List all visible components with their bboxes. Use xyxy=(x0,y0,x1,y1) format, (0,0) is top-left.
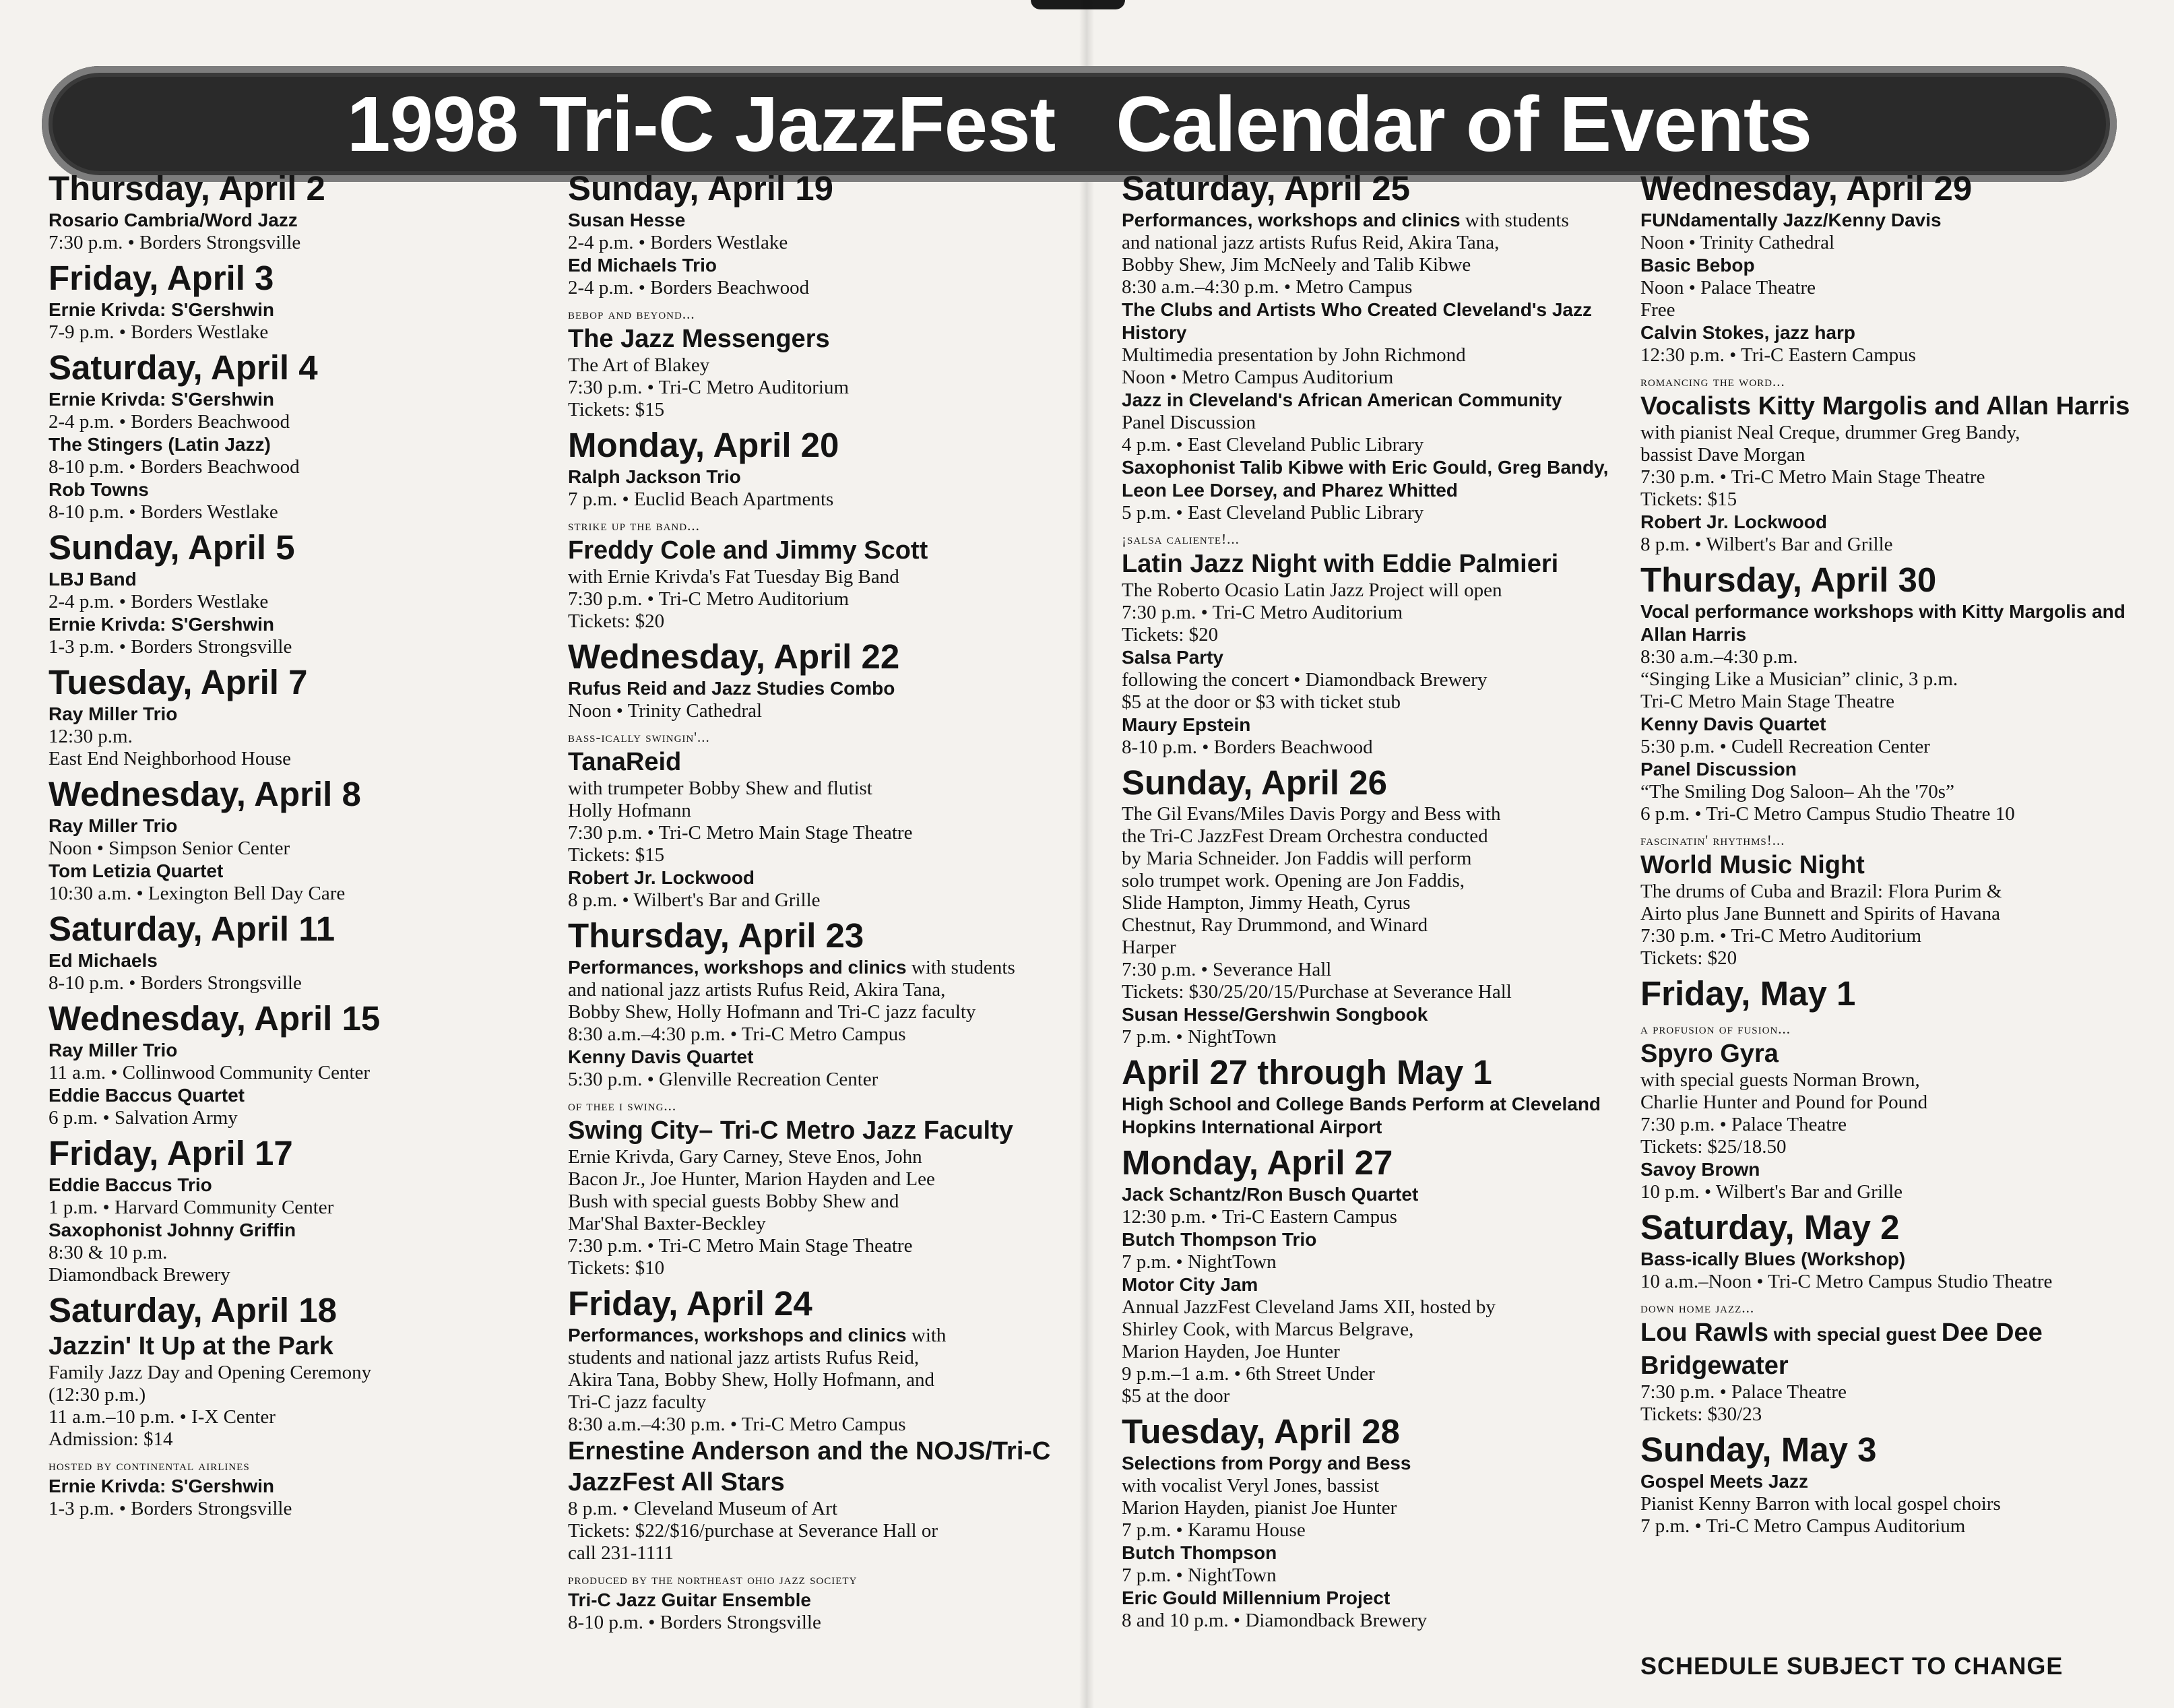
event-detail-line: 5 p.m. • East Cleveland Public Library xyxy=(1122,502,1424,524)
event-name: Ray Miller Trio xyxy=(49,1040,178,1061)
event-detail-line: 7 p.m. • NightTown xyxy=(1122,1026,1277,1048)
event-detail-line: 7:30 p.m. • Severance Hall xyxy=(1122,959,1332,980)
event-detail-line: 7 p.m. • Tri-C Metro Campus Auditorium xyxy=(1640,1515,1966,1537)
event-title xyxy=(568,1324,1080,1347)
event-detail-line: Tickets: $15 xyxy=(1640,488,1737,510)
event-name: Performances, workshops and clinics xyxy=(568,1325,907,1346)
page-title xyxy=(42,66,2117,182)
event-title xyxy=(1640,713,2152,736)
event-name: Basic Bebop xyxy=(1640,255,1755,276)
event-name: Jazz in Cleveland's African American Community xyxy=(1122,389,1562,410)
event-detail-line: East End Neighborhood House xyxy=(49,748,292,769)
event-detail-line: 7-9 p.m. • Borders Westlake xyxy=(49,321,269,343)
event-detail-line: by Maria Schneider. Jon Faddis will perform xyxy=(1122,848,1472,869)
event-title xyxy=(49,703,561,726)
event-title xyxy=(49,949,561,972)
event-detail-line: Annual JazzFest Cleveland Jams XII, hosted by xyxy=(1122,1296,1496,1318)
calendar-column-3 xyxy=(1122,168,1634,1632)
event-name: Panel Discussion xyxy=(1640,759,1797,780)
event-detail-line: “Singing Like a Musician” clinic, 3 p.m. xyxy=(1640,668,1958,690)
event-detail-line: 12:30 p.m. • Tri-C Eastern Campus xyxy=(1122,1206,1397,1228)
center-fold xyxy=(1079,0,1094,1708)
event-title xyxy=(1122,1003,1634,1026)
event-detail-line: (12:30 p.m.) xyxy=(49,1384,146,1405)
event-name: Vocal performance workshops with Kitty Margolis and Allan Harris xyxy=(1640,601,2125,645)
event-detail-line: Tickets: $15 xyxy=(568,399,665,420)
event-detail-line: Noon • Metro Campus Auditorium xyxy=(1122,367,1394,388)
event-detail-line: 5:30 p.m. • Glenville Recreation Center xyxy=(568,1069,878,1090)
event-title xyxy=(568,677,1080,700)
event-title xyxy=(49,478,561,501)
event-title xyxy=(49,1039,561,1062)
event-title xyxy=(49,1084,561,1107)
event-name: Rufus Reid and Jazz Studies Combo xyxy=(568,678,895,699)
event-title xyxy=(49,860,561,883)
top-binding-mark xyxy=(1031,0,1125,9)
event-name: Butch Thompson Trio xyxy=(1122,1229,1317,1250)
featured-event-title xyxy=(49,1331,561,1362)
event-detail-line: 1-3 p.m. • Borders Strongsville xyxy=(49,1498,292,1519)
event-detail-line: 8 p.m. • Wilbert's Bar and Grille xyxy=(568,889,821,911)
featured-event-name: Vocalists Kitty Margolis and Allan Harris xyxy=(1640,392,2130,420)
event-detail-line: 2-4 p.m. • Borders Beachwood xyxy=(568,277,810,298)
featured-event-title xyxy=(568,747,1080,778)
event-detail-line: 2-4 p.m. • Borders Westlake xyxy=(568,232,788,253)
featured-event-name: The Jazz Messengers xyxy=(568,325,830,353)
event-detail-line: 7 p.m. • NightTown xyxy=(1122,1564,1277,1586)
event-title xyxy=(1640,254,2152,277)
event-detail-line: Tickets: $30/23 xyxy=(1640,1403,1762,1425)
title-banner xyxy=(42,66,2117,182)
event-detail-line: $5 at the door xyxy=(1122,1385,1230,1407)
event-detail-line: Noon • Trinity Cathedral xyxy=(568,700,763,722)
event-name: Saxophonist Talib Kibwe with Eric Gould, Greg Bandy, Leon Lee Dorsey, and Pharez Whitted xyxy=(1122,457,1609,501)
event-title xyxy=(1122,298,1634,344)
event-detail-line: 4 p.m. • East Cleveland Public Library xyxy=(1122,434,1424,455)
event-detail-line: Shirley Cook, with Marcus Belgrave, xyxy=(1122,1319,1414,1340)
event-detail-line: Tickets: $20 xyxy=(568,610,665,632)
event-detail-line: 11 a.m. • Collinwood Community Center xyxy=(49,1062,371,1083)
title-left: 1998 Tri-C JazzFest xyxy=(346,80,1056,168)
event-date-heading: Saturday, April 4 xyxy=(49,348,318,387)
event-name-tail: with xyxy=(906,1325,947,1346)
event-name: Ernie Krivda: S'Gershwin xyxy=(49,1476,274,1496)
series-caption: romancing the word... xyxy=(1640,373,1785,389)
featured-event-title xyxy=(1640,1038,2152,1069)
event-title xyxy=(49,298,561,321)
event-title xyxy=(1122,1093,1634,1139)
event-detail-line: 10 a.m.–Noon • Tri-C Metro Campus Studio Theatre xyxy=(1640,1271,2053,1292)
event-title xyxy=(1640,758,2152,781)
event-detail-line: following the concert • Diamondback Brewery xyxy=(1122,669,1488,691)
event-name: Ed Michaels Trio xyxy=(568,255,717,276)
event-name: LBJ Band xyxy=(49,569,137,590)
event-detail-line: 7:30 p.m. • Tri-C Metro Main Stage Theatre xyxy=(1640,466,1985,488)
event-detail-line: 7:30 p.m. • Borders Strongsville xyxy=(49,232,301,253)
event-title xyxy=(1640,1158,2152,1181)
event-detail-line: Multimedia presentation by John Richmond xyxy=(1122,344,1466,366)
event-detail-line: Tickets: $20 xyxy=(1122,624,1219,645)
featured-event-title xyxy=(568,323,1080,354)
event-detail-line: 7:30 p.m. • Tri-C Metro Auditorium xyxy=(1122,602,1403,623)
event-detail-line: with trumpeter Bobby Shew and flutist xyxy=(568,778,872,799)
event-detail-line: Family Jazz Day and Opening Ceremony xyxy=(49,1362,372,1383)
schedule-disclaimer: SCHEDULE SUBJECT TO CHANGE xyxy=(1640,1652,2064,1680)
featured-event-name: Lou Rawls xyxy=(1640,1319,1769,1347)
event-name: Butch Thompson xyxy=(1122,1542,1277,1563)
event-detail-line: 8-10 p.m. • Borders Beachwood xyxy=(49,456,300,478)
event-detail-line: Ernie Krivda, Gary Carney, Steve Enos, John xyxy=(568,1146,922,1168)
event-date-heading: Sunday, April 5 xyxy=(49,528,295,567)
series-caption: a profusion of fusion... xyxy=(1640,1021,1791,1037)
event-detail-line: 7:30 p.m. • Palace Theatre xyxy=(1640,1114,1847,1135)
featured-event-name: World Music Night xyxy=(1640,851,1865,879)
event-detail-line: The drums of Cuba and Brazil: Flora Purim & xyxy=(1640,881,2002,902)
event-title xyxy=(1122,1587,1634,1610)
event-date-heading: Friday, April 17 xyxy=(49,1134,293,1172)
event-detail-line: with Ernie Krivda's Fat Tuesday Big Band xyxy=(568,566,899,588)
sponsor-caption: hosted by continental airlines xyxy=(49,1457,250,1474)
event-date-heading: Saturday, April 11 xyxy=(49,910,335,948)
event-detail-line: Tickets: $22/$16/purchase at Severance Hall or xyxy=(568,1520,938,1542)
event-name: Maury Epstein xyxy=(1122,714,1251,735)
event-date-heading: Monday, April 27 xyxy=(1122,1143,1393,1182)
event-detail-line: 6 p.m. • Salvation Army xyxy=(49,1107,238,1129)
event-detail-line: Tickets: $15 xyxy=(568,844,665,866)
event-name: Ray Miller Trio xyxy=(49,703,178,724)
featured-event-title xyxy=(1122,548,1634,579)
event-title xyxy=(49,209,561,232)
event-title xyxy=(49,388,561,411)
calendar-column-1 xyxy=(49,168,561,1520)
event-detail-line: 7 p.m. • NightTown xyxy=(1122,1251,1277,1273)
event-detail-line: The Gil Evans/Miles Davis Porgy and Bess with xyxy=(1122,803,1501,825)
featured-event-name: TanaReid xyxy=(568,748,682,776)
series-caption: fascinatin' rhythms!... xyxy=(1640,832,1785,848)
event-date-heading: Saturday, May 2 xyxy=(1640,1208,1900,1246)
featured-event-title xyxy=(568,1115,1080,1146)
event-detail-line: 7:30 p.m. • Tri-C Metro Auditorium xyxy=(568,377,850,398)
event-name: Gospel Meets Jazz xyxy=(1640,1471,1808,1492)
event-name: Rob Towns xyxy=(49,479,149,500)
event-title xyxy=(49,433,561,456)
featured-event-name: Jazzin' It Up at the Park xyxy=(49,1332,333,1360)
event-detail-line: The Roberto Ocasio Latin Jazz Project will open xyxy=(1122,579,1502,601)
event-detail-line: Akira Tana, Bobby Shew, Holly Hofmann, and xyxy=(568,1369,935,1391)
event-date-heading: Wednesday, April 22 xyxy=(568,637,900,676)
event-title xyxy=(1640,321,2152,344)
event-date-heading: Tuesday, April 28 xyxy=(1122,1412,1400,1451)
event-detail-line: 8:30 a.m.–4:30 p.m. • Metro Campus xyxy=(1122,276,1413,298)
event-name: FUNdamentally Jazz/Kenny Davis xyxy=(1640,210,1942,230)
event-name-tail: with students xyxy=(906,957,1015,978)
event-title xyxy=(49,1475,561,1498)
event-title xyxy=(1122,389,1634,412)
featured-event-name: Freddy Cole and Jimmy Scott xyxy=(568,536,928,565)
event-detail-line: Free xyxy=(1640,299,1675,321)
event-name: Ralph Jackson Trio xyxy=(568,466,741,487)
series-caption: bass-ically swingin'... xyxy=(568,729,710,745)
event-detail-line: Tri-C Metro Main Stage Theatre xyxy=(1640,691,1894,712)
featured-event-title xyxy=(1640,850,2152,881)
event-detail-line: $5 at the door or $3 with ticket stub xyxy=(1122,691,1401,713)
event-title xyxy=(568,466,1080,488)
event-date-heading: Saturday, April 18 xyxy=(49,1291,337,1329)
event-name-tail: with students xyxy=(1460,210,1569,231)
event-date-heading: Wednesday, April 15 xyxy=(49,999,381,1038)
event-date-heading: Friday, April 24 xyxy=(568,1284,812,1323)
event-title xyxy=(1122,714,1634,736)
event-name: Tri-C Jazz Guitar Ensemble xyxy=(568,1589,811,1610)
event-date-heading: Thursday, April 2 xyxy=(49,169,325,208)
event-detail-line: with vocalist Veryl Jones, bassist xyxy=(1122,1475,1380,1496)
event-detail-line: 7:30 p.m. • Tri-C Metro Main Stage Theatre xyxy=(568,822,913,844)
event-name: Motor City Jam xyxy=(1122,1274,1258,1295)
series-caption: bebop and beyond... xyxy=(568,306,695,322)
event-name: Savoy Brown xyxy=(1640,1159,1760,1180)
featured-event-title xyxy=(1640,391,2152,422)
event-detail-line: Mar'Shal Baxter-Beckley xyxy=(568,1213,766,1234)
event-detail-line: Airto plus Jane Bunnett and Spirits of Havana xyxy=(1640,903,2000,924)
event-detail-line: Tickets: $30/25/20/15/Purchase at Severance Hall xyxy=(1122,981,1512,1003)
featured-event-name: Spyro Gyra xyxy=(1640,1040,1779,1068)
event-date-heading: Wednesday, April 29 xyxy=(1640,169,1973,208)
event-name: Rosario Cambria/Word Jazz xyxy=(49,210,298,230)
event-detail-line: 8:30 a.m.–4:30 p.m. xyxy=(1640,646,1798,668)
event-detail-line: 8 p.m. • Wilbert's Bar and Grille xyxy=(1640,534,1893,555)
series-caption: strike up the band... xyxy=(568,517,700,534)
event-name: The Stingers (Latin Jazz) xyxy=(49,434,271,455)
event-detail-line: Tickets: $10 xyxy=(568,1257,665,1279)
event-name: Susan Hesse/Gershwin Songbook xyxy=(1122,1004,1428,1025)
event-name: Ernie Krivda: S'Gershwin xyxy=(49,299,274,320)
calendar-column-2 xyxy=(568,168,1080,1634)
event-detail-line: 8-10 p.m. • Borders Strongsville xyxy=(49,972,302,994)
event-detail-line: 8 and 10 p.m. • Diamondback Brewery xyxy=(1122,1610,1428,1631)
event-name: Calvin Stokes, jazz harp xyxy=(1640,322,1855,343)
event-detail-line: 7 p.m. • Karamu House xyxy=(1122,1519,1306,1541)
event-name: Tom Letizia Quartet xyxy=(49,860,224,881)
event-name: Saxophonist Johnny Griffin xyxy=(49,1220,296,1240)
event-title xyxy=(1122,456,1634,502)
event-detail-line: 11 a.m.–10 p.m. • I-X Center xyxy=(49,1406,276,1428)
event-detail-line: Pianist Kenny Barron with local gospel choirs xyxy=(1640,1493,2001,1515)
event-name: Susan Hesse xyxy=(568,210,686,230)
event-date-heading: Sunday, April 26 xyxy=(1122,763,1387,802)
event-detail-line: 2-4 p.m. • Borders Beachwood xyxy=(49,411,290,433)
event-name: Ray Miller Trio xyxy=(49,815,178,836)
event-title xyxy=(568,209,1080,232)
event-title xyxy=(49,1219,561,1242)
event-date-heading: Monday, April 20 xyxy=(568,426,839,464)
event-detail-line: and national jazz artists Rufus Reid, Akira Tana, xyxy=(1122,232,1500,253)
event-name: Eddie Baccus Quartet xyxy=(49,1085,245,1106)
event-title xyxy=(1640,1248,2152,1271)
event-detail-line: Marion Hayden, Joe Hunter xyxy=(1122,1341,1340,1362)
event-title xyxy=(1122,209,1634,232)
event-title xyxy=(568,254,1080,277)
event-detail-line: Chestnut, Ray Drummond, and Winard xyxy=(1122,914,1428,936)
event-detail-line: Bobby Shew, Jim McNeely and Talib Kibwe xyxy=(1122,254,1471,276)
featured-event-connector: with special guest xyxy=(1768,1324,1942,1345)
event-detail-line: 7:30 p.m. • Tri-C Metro Auditorium xyxy=(568,588,850,610)
event-detail-line: Bacon Jr., Joe Hunter, Marion Hayden and Lee xyxy=(568,1168,935,1190)
series-caption: of thee i swing... xyxy=(568,1098,677,1114)
event-detail-line: 7:30 p.m. • Tri-C Metro Auditorium xyxy=(1640,925,1922,947)
event-name: Ed Michaels xyxy=(49,950,158,971)
event-date-heading: Thursday, April 23 xyxy=(568,916,864,955)
event-detail-line: Tri-C jazz faculty xyxy=(568,1391,707,1413)
event-detail-line: 8:30 a.m.–4:30 p.m. • Tri-C Metro Campus xyxy=(568,1023,906,1045)
event-detail-line: 7:30 p.m. • Palace Theatre xyxy=(1640,1381,1847,1403)
event-date-heading: Thursday, April 30 xyxy=(1640,561,1937,599)
series-caption: ¡salsa caliente!... xyxy=(1122,531,1240,547)
event-name: Kenny Davis Quartet xyxy=(568,1046,754,1067)
event-title xyxy=(1122,1542,1634,1564)
event-name: Eddie Baccus Trio xyxy=(49,1174,212,1195)
featured-event-name: Swing City– Tri-C Metro Jazz Faculty xyxy=(568,1116,1013,1145)
event-title xyxy=(49,613,561,636)
event-detail-line: 10 p.m. • Wilbert's Bar and Grille xyxy=(1640,1181,1903,1203)
event-detail-line: 7 p.m. • Euclid Beach Apartments xyxy=(568,488,834,510)
event-title xyxy=(1122,1273,1634,1296)
event-title xyxy=(1640,209,2152,232)
event-title xyxy=(1640,511,2152,534)
event-detail-line: the Tri-C JazzFest Dream Orchestra conducted xyxy=(1122,825,1488,847)
event-detail-line: 10:30 a.m. • Lexington Bell Day Care xyxy=(49,883,346,904)
event-detail-line: 5:30 p.m. • Cudell Recreation Center xyxy=(1640,736,1930,757)
event-date-heading: Saturday, April 25 xyxy=(1122,169,1410,208)
event-detail-line: Bush with special guests Bobby Shew and xyxy=(568,1191,899,1212)
event-date-heading: Friday, April 3 xyxy=(49,259,274,297)
event-detail-line: 1 p.m. • Harvard Community Center xyxy=(49,1197,334,1218)
event-date-heading: Sunday, April 19 xyxy=(568,169,833,208)
event-name: Eric Gould Millennium Project xyxy=(1122,1587,1390,1608)
event-date-heading: Friday, May 1 xyxy=(1640,974,1856,1013)
event-detail-line: The Art of Blakey xyxy=(568,354,710,376)
event-detail-line: 7:30 p.m. • Tri-C Metro Main Stage Theatre xyxy=(568,1235,913,1257)
event-title xyxy=(1122,1183,1634,1206)
series-caption: down home jazz... xyxy=(1640,1300,1755,1316)
event-title xyxy=(49,568,561,591)
featured-event-name: Ernestine Anderson and the NOJS/Tri-C JazzFest All Stars xyxy=(568,1437,1051,1496)
event-name: Jack Schantz/Ron Busch Quartet xyxy=(1122,1184,1419,1205)
event-detail-line: Diamondback Brewery xyxy=(49,1264,230,1286)
event-name: Salsa Party xyxy=(1122,647,1223,668)
event-name: Robert Jr. Lockwood xyxy=(568,867,755,888)
event-title xyxy=(1122,1452,1634,1475)
event-detail-line: 12:30 p.m. • Tri-C Eastern Campus xyxy=(1640,344,1916,366)
event-detail-line: 8:30 & 10 p.m. xyxy=(49,1242,168,1263)
event-detail-line: Panel Discussion xyxy=(1122,412,1256,433)
event-name: The Clubs and Artists Who Created Cleveland's Jazz History xyxy=(1122,299,1592,343)
event-detail-line: Admission: $14 xyxy=(49,1428,173,1450)
event-title xyxy=(1122,646,1634,669)
event-detail-line: 1-3 p.m. • Borders Strongsville xyxy=(49,636,292,658)
event-name: Ernie Krivda: S'Gershwin xyxy=(49,389,274,410)
event-name: Selections from Porgy and Bess xyxy=(1122,1453,1411,1474)
event-detail-line: 8 p.m. • Cleveland Museum of Art xyxy=(568,1498,837,1519)
event-detail-line: Noon • Simpson Senior Center xyxy=(49,837,290,859)
event-title xyxy=(568,866,1080,889)
event-detail-line: Bobby Shew, Holly Hofmann and Tri-C jazz faculty xyxy=(568,1001,976,1023)
title-right: Calendar of Events xyxy=(1116,80,1812,168)
event-title xyxy=(1640,1470,2152,1493)
event-detail-line: call 231-1111 xyxy=(568,1542,674,1564)
event-detail-line: Tickets: $20 xyxy=(1640,947,1737,969)
event-title xyxy=(49,1174,561,1197)
event-detail-line: Noon • Trinity Cathedral xyxy=(1640,232,1835,253)
event-name: Bass-ically Blues (Workshop) xyxy=(1640,1248,1906,1269)
event-title xyxy=(568,1589,1080,1612)
event-detail-line: Holly Hofmann xyxy=(568,800,691,821)
event-name: High School and College Bands Perform at Cleveland Hopkins International Airport xyxy=(1122,1094,1601,1137)
event-name: Ernie Krivda: S'Gershwin xyxy=(49,614,274,635)
featured-event-name: Latin Jazz Night with Eddie Palmieri xyxy=(1122,550,1559,578)
event-title xyxy=(49,815,561,837)
event-detail-line: 2-4 p.m. • Borders Westlake xyxy=(49,591,269,612)
event-detail-line: students and national jazz artists Rufus Reid, xyxy=(568,1347,920,1368)
event-detail-line: Charlie Hunter and Pound for Pound xyxy=(1640,1092,1928,1113)
event-title xyxy=(1122,1228,1634,1251)
event-detail-line: Slide Hampton, Jimmy Heath, Cyrus xyxy=(1122,892,1411,914)
event-detail-line: 12:30 p.m. xyxy=(49,726,133,747)
featured-event-title xyxy=(568,535,1080,566)
event-detail-line: Harper xyxy=(1122,937,1176,958)
event-name: Performances, workshops and clinics xyxy=(568,957,907,978)
calendar-column-4 xyxy=(1640,168,2152,1538)
event-detail-line: solo trumpet work. Opening are Jon Faddis, xyxy=(1122,870,1465,891)
event-detail-line: with pianist Neal Creque, drummer Greg Bandy, xyxy=(1640,422,2020,443)
sponsor-caption: produced by the northeast ohio jazz society xyxy=(568,1571,858,1587)
event-detail-line: and national jazz artists Rufus Reid, Akira Tana, xyxy=(568,979,946,1001)
event-date-heading: April 27 through May 1 xyxy=(1122,1053,1492,1092)
event-detail-line: 6 p.m. • Tri-C Metro Campus Studio Theatre 10 xyxy=(1640,803,2015,825)
event-detail-line: Tickets: $25/18.50 xyxy=(1640,1136,1787,1158)
event-detail-line: “The Smiling Dog Saloon– Ah the '70s” xyxy=(1640,781,1954,802)
event-date-heading: Sunday, May 3 xyxy=(1640,1430,1877,1469)
event-title xyxy=(568,1046,1080,1069)
event-detail-line: 9 p.m.–1 a.m. • 6th Street Under xyxy=(1122,1363,1375,1385)
event-detail-line: 8-10 p.m. • Borders Strongsville xyxy=(568,1612,821,1633)
event-detail-line: 8-10 p.m. • Borders Westlake xyxy=(49,501,278,523)
event-title xyxy=(568,956,1080,979)
event-name: Kenny Davis Quartet xyxy=(1640,714,1826,734)
event-name: Robert Jr. Lockwood xyxy=(1640,511,1827,532)
event-date-heading: Wednesday, April 8 xyxy=(49,775,361,813)
event-detail-line: 8:30 a.m.–4:30 p.m. • Tri-C Metro Campus xyxy=(568,1414,906,1435)
event-detail-line: Marion Hayden, pianist Joe Hunter xyxy=(1122,1497,1397,1519)
event-name: Performances, workshops and clinics xyxy=(1122,210,1461,230)
event-detail-line: Noon • Palace Theatre xyxy=(1640,277,1816,298)
featured-event-guest: Dee Dee Bridgewater xyxy=(1640,1319,2043,1380)
event-detail-line: 8-10 p.m. • Borders Beachwood xyxy=(1122,736,1373,758)
event-title xyxy=(1640,600,2152,646)
featured-event-title xyxy=(1640,1317,2152,1381)
event-detail-line: bassist Dave Morgan xyxy=(1640,444,1805,466)
featured-event-title xyxy=(568,1436,1080,1498)
event-detail-line: with special guests Norman Brown, xyxy=(1640,1069,1920,1091)
event-date-heading: Tuesday, April 7 xyxy=(49,663,308,701)
